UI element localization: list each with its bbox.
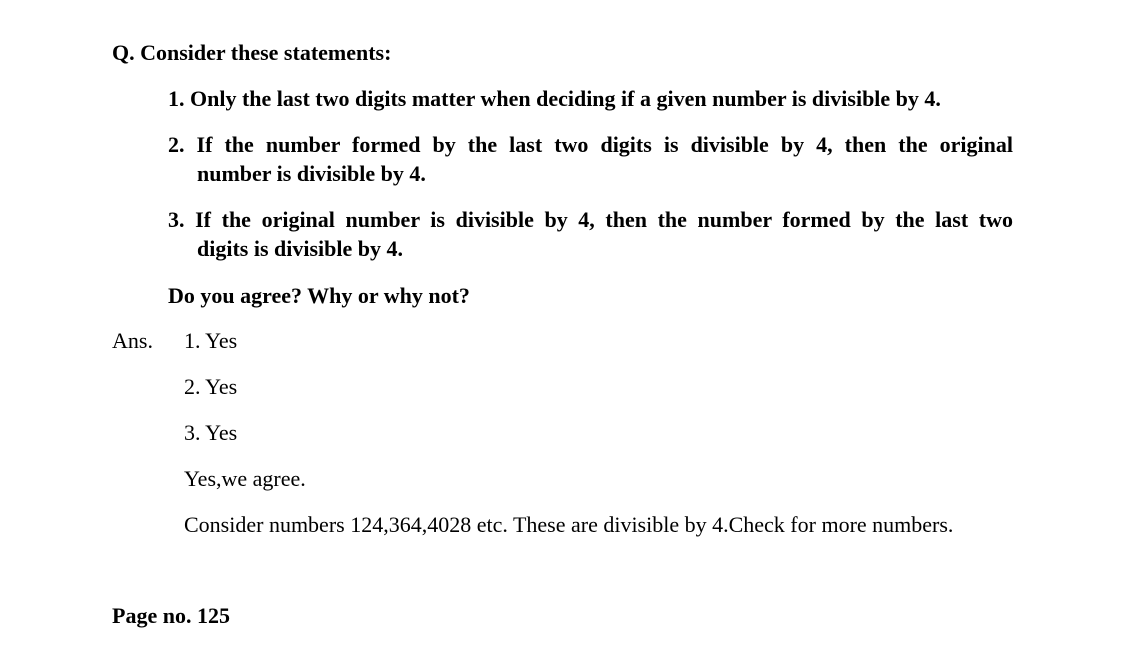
question-prompt: Do you agree? Why or why not? [168, 283, 470, 308]
statement-3-line-1: 3. If the original number is divisible by 4, then the number formed by the last two [168, 207, 1013, 232]
answer-item-1: 1. Yes [184, 328, 238, 353]
statement-2-line-1: 2. If the number formed by the last two digits is divisible by 4, then the original [168, 132, 1013, 157]
statement-2-line-2: number is divisible by 4. [197, 161, 426, 186]
page-number: Page no. 125 [112, 603, 230, 628]
answer-label: Ans. [112, 328, 153, 353]
answer-agreement: Yes,we agree. [184, 466, 306, 491]
answer-item-2: 2. Yes [184, 374, 238, 399]
statement-1: 1. Only the last two digits matter when deciding if a given number is divisible by 4. [168, 86, 941, 111]
answer-item-3: 3. Yes [184, 420, 238, 445]
statement-3-line-2: digits is divisible by 4. [197, 236, 404, 261]
question-heading: Q. Consider these statements: [112, 40, 392, 65]
answer-explanation: Consider numbers 124,364,4028 etc. These are divisible by 4.Check for more numbers. [184, 512, 954, 537]
